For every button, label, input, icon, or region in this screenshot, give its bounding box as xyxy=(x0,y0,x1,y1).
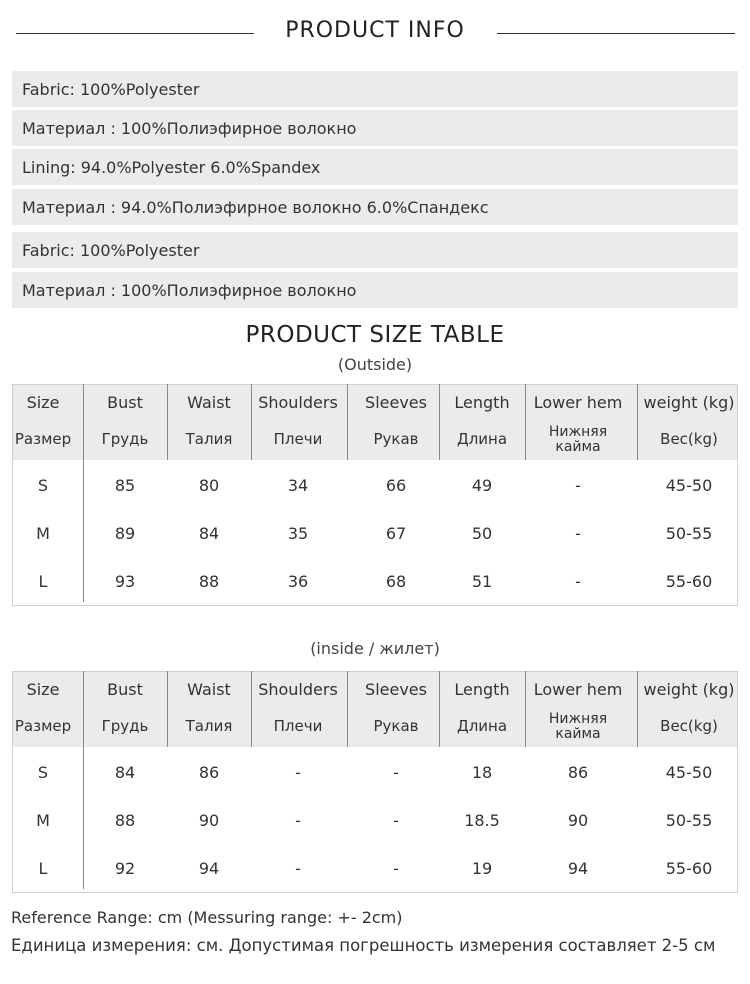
outside-row-1-col-3: 35 xyxy=(287,523,309,543)
outside-row-0-col-7: 45-50 xyxy=(665,475,713,495)
outside-row-1-col-0: M xyxy=(36,523,50,543)
header-ru-5: Длина xyxy=(456,430,508,449)
outside-row-2-col-1: 93 xyxy=(114,571,136,591)
header-en-3: Shoulders xyxy=(258,679,338,699)
outside-row-2-col-5: 51 xyxy=(471,571,493,591)
outside-row-0-col-6: - xyxy=(575,475,581,495)
inside-row-1-col-7: 50-55 xyxy=(665,810,713,830)
outside-row-1-col-5: 50 xyxy=(471,523,493,543)
header-ru-2: Талия xyxy=(185,430,233,449)
header-ru-1: Грудь xyxy=(101,430,149,449)
outside-row-2-col-3: 36 xyxy=(287,571,309,591)
outside-row-0-col-4: 66 xyxy=(385,475,407,495)
inside-row-0-col-5: 18 xyxy=(471,762,493,782)
outside-row-0-col-3: 34 xyxy=(287,475,309,495)
inside-row-1-col-5: 18.5 xyxy=(464,810,500,830)
outside-row-1-col-6: - xyxy=(575,523,581,543)
inside-row-0-col-4: - xyxy=(393,762,399,782)
header-en-1: Bust xyxy=(107,679,143,699)
info-row-fabric-en: Fabric: 100%Polyester xyxy=(12,71,738,107)
header-en-0: Size xyxy=(26,679,60,699)
header-ru-3: Плечи xyxy=(273,717,323,736)
outside-row-0-col-0: S xyxy=(37,475,49,495)
inside-row-2-col-7: 55-60 xyxy=(665,858,713,878)
header-ru-6: Нижняя кайма xyxy=(548,711,608,742)
info-row-fabric2-ru: Материал : 100%Полиэфирное волокно xyxy=(12,272,738,308)
inside-row-2-col-3: - xyxy=(295,858,301,878)
product-info-header xyxy=(0,14,750,52)
product-info-title: PRODUCT INFO xyxy=(285,18,465,43)
inside-label: (inside / жилет) xyxy=(310,639,440,658)
header-en-4: Sleeves xyxy=(365,679,427,699)
inside-row-2-col-1: 92 xyxy=(114,858,136,878)
header-ru-7: Вес(kg) xyxy=(660,430,718,449)
inside-row-2-col-4: - xyxy=(393,858,399,878)
header-ru-7: Вес(kg) xyxy=(660,717,718,736)
outside-row-0-col-1: 85 xyxy=(114,475,136,495)
inside-size-table xyxy=(12,671,738,893)
outside-row-2-col-6: - xyxy=(575,571,581,591)
inside-row-0-col-2: 86 xyxy=(198,762,220,782)
header-en-0: Size xyxy=(26,392,60,412)
header-ru-6: Нижняя кайма xyxy=(548,424,608,455)
header-en-5: Length xyxy=(454,679,510,699)
inside-row-0-col-6: 86 xyxy=(567,762,589,782)
outside-row-1-col-4: 67 xyxy=(385,523,407,543)
size-table-title: PRODUCT SIZE TABLE xyxy=(245,322,505,348)
inside-row-1-col-2: 90 xyxy=(198,810,220,830)
outside-size-table xyxy=(12,384,738,606)
inside-row-0-col-7: 45-50 xyxy=(665,762,713,782)
units-note-ru: Единица измерения: см. Допустимая погрешность измерения составляет 2-5 см xyxy=(11,936,716,955)
inside-row-2-col-5: 19 xyxy=(471,858,493,878)
inside-row-1-col-3: - xyxy=(295,810,301,830)
header-ru-0: Размер xyxy=(14,430,72,449)
header-en-4: Sleeves xyxy=(365,392,427,412)
outside-row-2-col-7: 55-60 xyxy=(665,571,713,591)
outside-row-2-col-2: 88 xyxy=(198,571,220,591)
header-ru-4: Рукав xyxy=(373,717,419,736)
inside-row-1-col-0: M xyxy=(36,810,50,830)
outside-row-1-col-7: 50-55 xyxy=(665,523,713,543)
outside-row-0-col-5: 49 xyxy=(471,475,493,495)
outside-label: (Outside) xyxy=(337,355,413,374)
reference-range-note: Reference Range: cm (Messuring range: +- 2cm) xyxy=(11,908,403,927)
outside-row-1-col-1: 89 xyxy=(114,523,136,543)
inside-row-1-col-4: - xyxy=(393,810,399,830)
inside-row-2-col-6: 94 xyxy=(567,858,589,878)
header-en-6: Lower hem xyxy=(533,392,623,412)
outside-row-1-col-2: 84 xyxy=(198,523,220,543)
header-en-6: Lower hem xyxy=(533,679,623,699)
info-row-lining-ru: Материал : 94.0%Полиэфирное волокно 6.0%Спандекс xyxy=(12,189,738,225)
info-row-fabric2-en: Fabric: 100%Polyester xyxy=(12,232,738,268)
inside-row-0-col-1: 84 xyxy=(114,762,136,782)
info-row-fabric-ru: Материал : 100%Полиэфирное волокно xyxy=(12,110,738,146)
inside-row-0-col-3: - xyxy=(295,762,301,782)
header-en-1: Bust xyxy=(107,392,143,412)
header-ru-1: Грудь xyxy=(101,717,149,736)
header-ru-5: Длина xyxy=(456,717,508,736)
inside-row-0-col-0: S xyxy=(37,762,49,782)
header-ru-3: Плечи xyxy=(273,430,323,449)
outside-row-2-col-0: L xyxy=(38,571,48,591)
header-en-3: Shoulders xyxy=(258,392,338,412)
header-en-7: weight (kg) xyxy=(643,679,735,699)
header-rule-right xyxy=(497,33,735,34)
outside-row-2-col-4: 68 xyxy=(385,571,407,591)
header-en-2: Waist xyxy=(187,392,231,412)
header-en-2: Waist xyxy=(187,679,231,699)
inside-row-1-col-1: 88 xyxy=(114,810,136,830)
header-en-7: weight (kg) xyxy=(643,392,735,412)
inside-row-2-col-0: L xyxy=(38,858,48,878)
header-ru-0: Размер xyxy=(14,717,72,736)
header-ru-2: Талия xyxy=(185,717,233,736)
info-row-lining-en: Lining: 94.0%Polyester 6.0%Spandex xyxy=(12,149,738,185)
inside-row-1-col-6: 90 xyxy=(567,810,589,830)
inside-row-2-col-2: 94 xyxy=(198,858,220,878)
outside-row-0-col-2: 80 xyxy=(198,475,220,495)
header-ru-4: Рукав xyxy=(373,430,419,449)
header-en-5: Length xyxy=(454,392,510,412)
